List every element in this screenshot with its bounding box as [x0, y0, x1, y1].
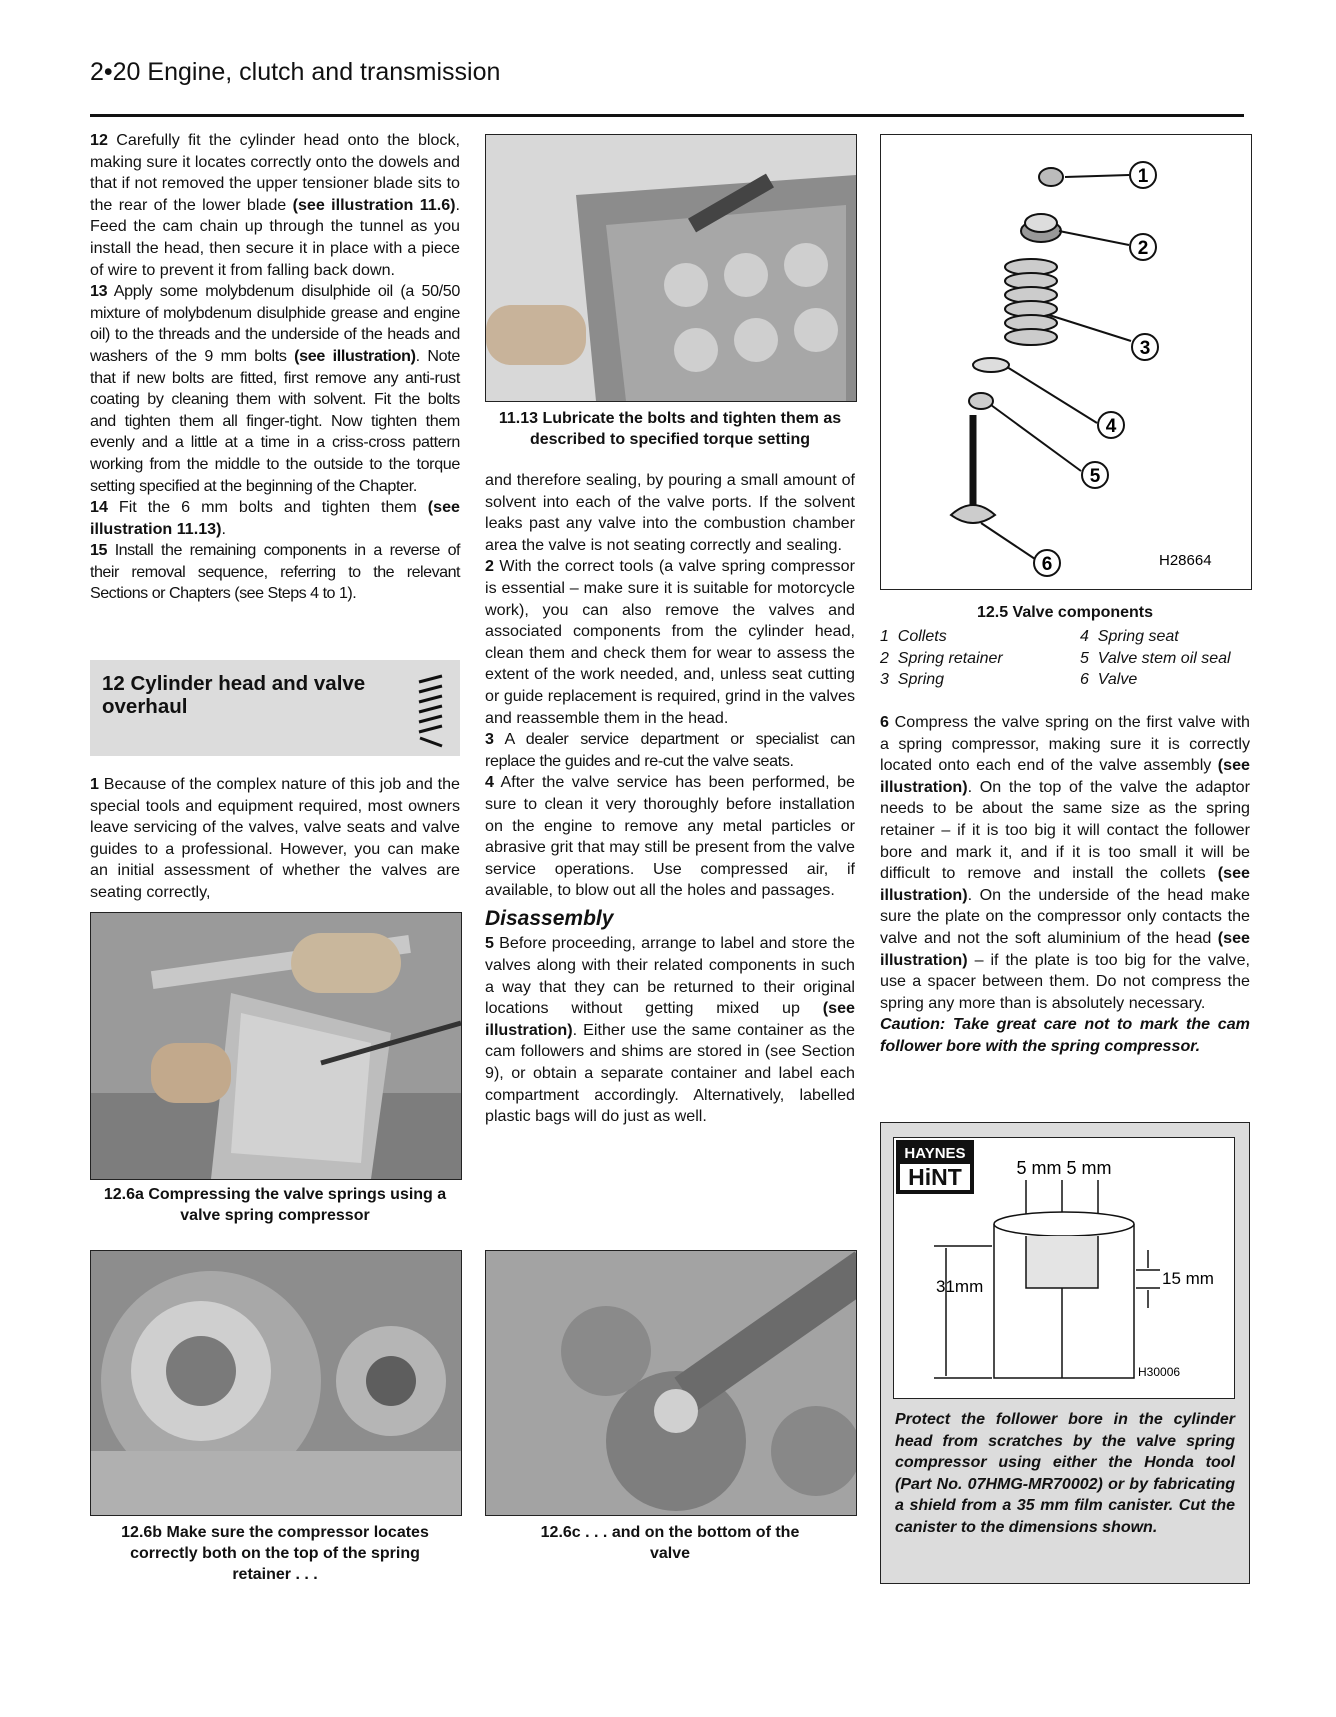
figure-12-5-legend	[880, 626, 1250, 691]
step-number: 13	[90, 282, 108, 301]
dimension-left: 31mm	[936, 1277, 984, 1296]
legend-number: 5	[1080, 649, 1089, 667]
step-number: 15	[90, 541, 107, 560]
legend-row	[880, 648, 1250, 670]
section-heading-box	[90, 660, 460, 756]
step-number: 4	[485, 773, 494, 792]
legend-number: 1	[880, 628, 889, 645]
column-3-text	[880, 712, 1250, 1058]
step-text: – if the plate is too big for the valve, use a spacer between them. Do not compress the spring any more than is absolutely necessary.	[880, 950, 1250, 1012]
difficulty-wrench-icon	[416, 672, 446, 750]
step-number: 5	[485, 934, 494, 953]
step-text: . Note that if new bolts are fitted, first remove any anti-rust coating by cleaning them with solvent. Fit the bolts and tighten them all finger-tight. Now tighten them evenly and a little at a time in a criss-cross pattern working from the middle to the outside to the torque setting specified at the beginning of the Chapter.	[90, 346, 460, 495]
step-12	[90, 130, 460, 281]
figure-12-6a-caption: 12.6a Compressing the valve springs using a valve spring compressor	[103, 1186, 447, 1224]
legend-row	[880, 669, 1250, 691]
caution-note: Caution: Take great care not to mark the cam follower bore with the spring compressor.	[880, 1015, 1250, 1055]
figure-12-6b-photo	[90, 1250, 462, 1516]
illustration-ref: (see illustration)	[880, 864, 1250, 904]
hint-text: Protect the follower bore in the cylinder head from scratches by the valve spring compressor using either the Honda tool (Part No. 07HMG-MR70002) or by fabricating a shield from a 35 mm film canister. Cut the canister to the dimensions shown.	[895, 1411, 1235, 1536]
diagram-code: H30006	[1138, 1365, 1181, 1379]
step-15	[90, 540, 460, 605]
step-text: . On the top of the valve the adaptor needs to be about the same size as the spring retainer – if it is too big it will contact the follower bore and mark it, and if it is too small it will be difficult to remove and install the collets	[880, 777, 1250, 883]
step-text: With the correct tools (a valve spring compressor is essential – make sure it is suitable for motorcycle work), you can also remove the valves and associated components from the cylinder head, clean them and check them for wear to assess the extent of the work needed, and, unless seat cutting or guide replacement is required, grind in the valves and reassemble them in the head.	[485, 557, 855, 727]
illustration-ref: (see illustration 11.13)	[90, 498, 460, 538]
column-1-text	[90, 130, 460, 605]
column-1-lower-text	[90, 774, 460, 904]
figure-12-6c-caption: 12.6c . . . and on the bottom of the valve	[540, 1524, 800, 1562]
hint-diagram	[893, 1137, 1235, 1399]
step-text: . Feed the cam chain up through the tunnel as you install the head, then secure it in place with a piece of wire to prevent it from falling back down.	[90, 195, 460, 279]
step-number: 3	[485, 730, 494, 749]
legend-number: 3	[880, 671, 889, 688]
figure-12-5-diagram	[880, 134, 1252, 590]
legend-label: Valve	[1097, 671, 1138, 688]
step-text: A dealer service department or specialist can replace the guides and re-cut the valve seats.	[485, 730, 855, 770]
figure-11-13-caption: 11.13 Lubricate the bolts and tighten them as described to specified torque setting	[498, 410, 842, 448]
legend-row	[880, 626, 1250, 648]
figure-12-5-caption: 12.5 Valve components	[976, 604, 1154, 621]
legend-label: Valve stem oil seal	[1097, 649, 1231, 667]
figure-12-6a-photo	[90, 912, 462, 1180]
step-6	[880, 712, 1250, 1014]
step-4	[485, 772, 855, 902]
legend-label: Spring	[897, 671, 945, 688]
legend-label: Collets	[897, 628, 947, 645]
illustration-ref: (see illustration)	[485, 999, 855, 1039]
step-text: .	[221, 519, 226, 538]
legend-number: 6	[1080, 671, 1089, 688]
figure-11-13-photo	[485, 134, 857, 402]
badge-top-text: HAYNES	[904, 1145, 966, 1162]
legend-number: 2	[880, 649, 889, 667]
column-2-text	[485, 470, 855, 1128]
dimension-right: 15 mm	[1162, 1269, 1214, 1288]
badge-bottom-text: HiNT	[908, 1164, 962, 1190]
step-text: Compress the valve spring on the first valve with a spring compressor, making sure it is correctly located onto each end of the valve assembly	[880, 713, 1250, 775]
step-2	[485, 556, 855, 729]
step-text: Before proceeding, arrange to label and store the valves along with their related components in such a way that they can be returned to their original locations without getting mixed up	[485, 934, 855, 1018]
callout-5: 5	[1089, 466, 1101, 487]
callout-6: 6	[1041, 554, 1053, 575]
callout-4: 4	[1105, 416, 1117, 437]
legend-label: Spring seat	[1097, 628, 1179, 645]
step-text: Install the remaining components in a reverse of their removal sequence, referring to the relevant Sections or Chapters (see Steps 4 to 1).	[90, 541, 460, 603]
step-number: 6	[880, 713, 889, 731]
step-text: . Either use the same container as the cam followers and shims are stored in (see Section 9), or obtain a separate container and label each compartment accordingly. Alternatively, labelled plastic bags will do just as well.	[485, 1020, 855, 1126]
figure-12-6b-caption: 12.6b Make sure the compressor locates correctly both on the top of the spring retainer . . .	[121, 1524, 429, 1583]
step-text: Fit the 6 mm bolts and tighten them	[107, 498, 428, 517]
header-rule	[90, 114, 1244, 117]
step-text: Because of the complex nature of this job and the special tools and equipment required, most owners leave servicing of the valves, valve seats and valve guides to a professional. However, you can make an initial assessment of whether the valves are seating correctly,	[90, 775, 460, 901]
step-text: After the valve service has been performed, be sure to clean it very thoroughly before installation on the engine to remove any metal particles or abrasive grit that may still be present from the valve service operations. Use compressed air, if available, to blow out all the holes and passages.	[485, 773, 855, 900]
step-3	[485, 729, 855, 772]
callout-2: 2	[1137, 238, 1149, 259]
haynes-hint-box	[880, 1122, 1250, 1584]
illustration-ref: (see illustration)	[880, 756, 1250, 796]
legend-number: 4	[1080, 628, 1089, 645]
legend-label: Spring retainer	[897, 649, 1003, 667]
illustration-ref: (see illustration 11.6)	[292, 195, 456, 214]
step-text: . On the underside of the head make sure the plate on the compressor only contacts the valve and not the soft aluminium of the head	[880, 885, 1250, 947]
step-number: 1	[90, 775, 99, 793]
step-number: 2	[485, 557, 494, 576]
step-13	[90, 281, 460, 497]
step-1-continued: and therefore sealing, by pouring a small amount of solvent into each of the valve ports. If the solvent leaks past any valve into the combustion chamber area the valve is not seating correctly and sealing.	[485, 471, 855, 554]
callout-3: 3	[1139, 338, 1151, 359]
diagram-code: H28664	[1159, 552, 1212, 569]
step-number: 14	[90, 498, 108, 517]
step-number: 12	[90, 131, 108, 149]
figure-12-6c-photo	[485, 1250, 857, 1516]
page-header: 2•20 Engine, clutch and transmission	[90, 58, 501, 86]
step-text: Carefully fit the cylinder head onto the block, making sure it locates correctly onto the dowels and that if not removed the upper tensioner blade sits to the rear of the lower blade	[90, 131, 460, 214]
callout-1: 1	[1137, 166, 1149, 187]
step-text: Apply some molybdenum disulphide oil (a 50/50 mixture of molybdenum disulphide grease and engine oil) to the threads and the underside of the heads and washers of the 9 mm bolts	[90, 282, 460, 365]
illustration-ref: (see illustration)	[294, 346, 416, 365]
subheading-disassembly: Disassembly	[485, 906, 614, 930]
step-5	[485, 933, 855, 1127]
step-14	[90, 497, 460, 540]
section-title: 12 Cylinder head and valve overhaul	[102, 672, 366, 718]
illustration-ref: (see illustration)	[880, 928, 1250, 969]
dimension-top: 5 mm 5 mm	[1016, 1158, 1112, 1178]
step-1	[90, 774, 460, 904]
